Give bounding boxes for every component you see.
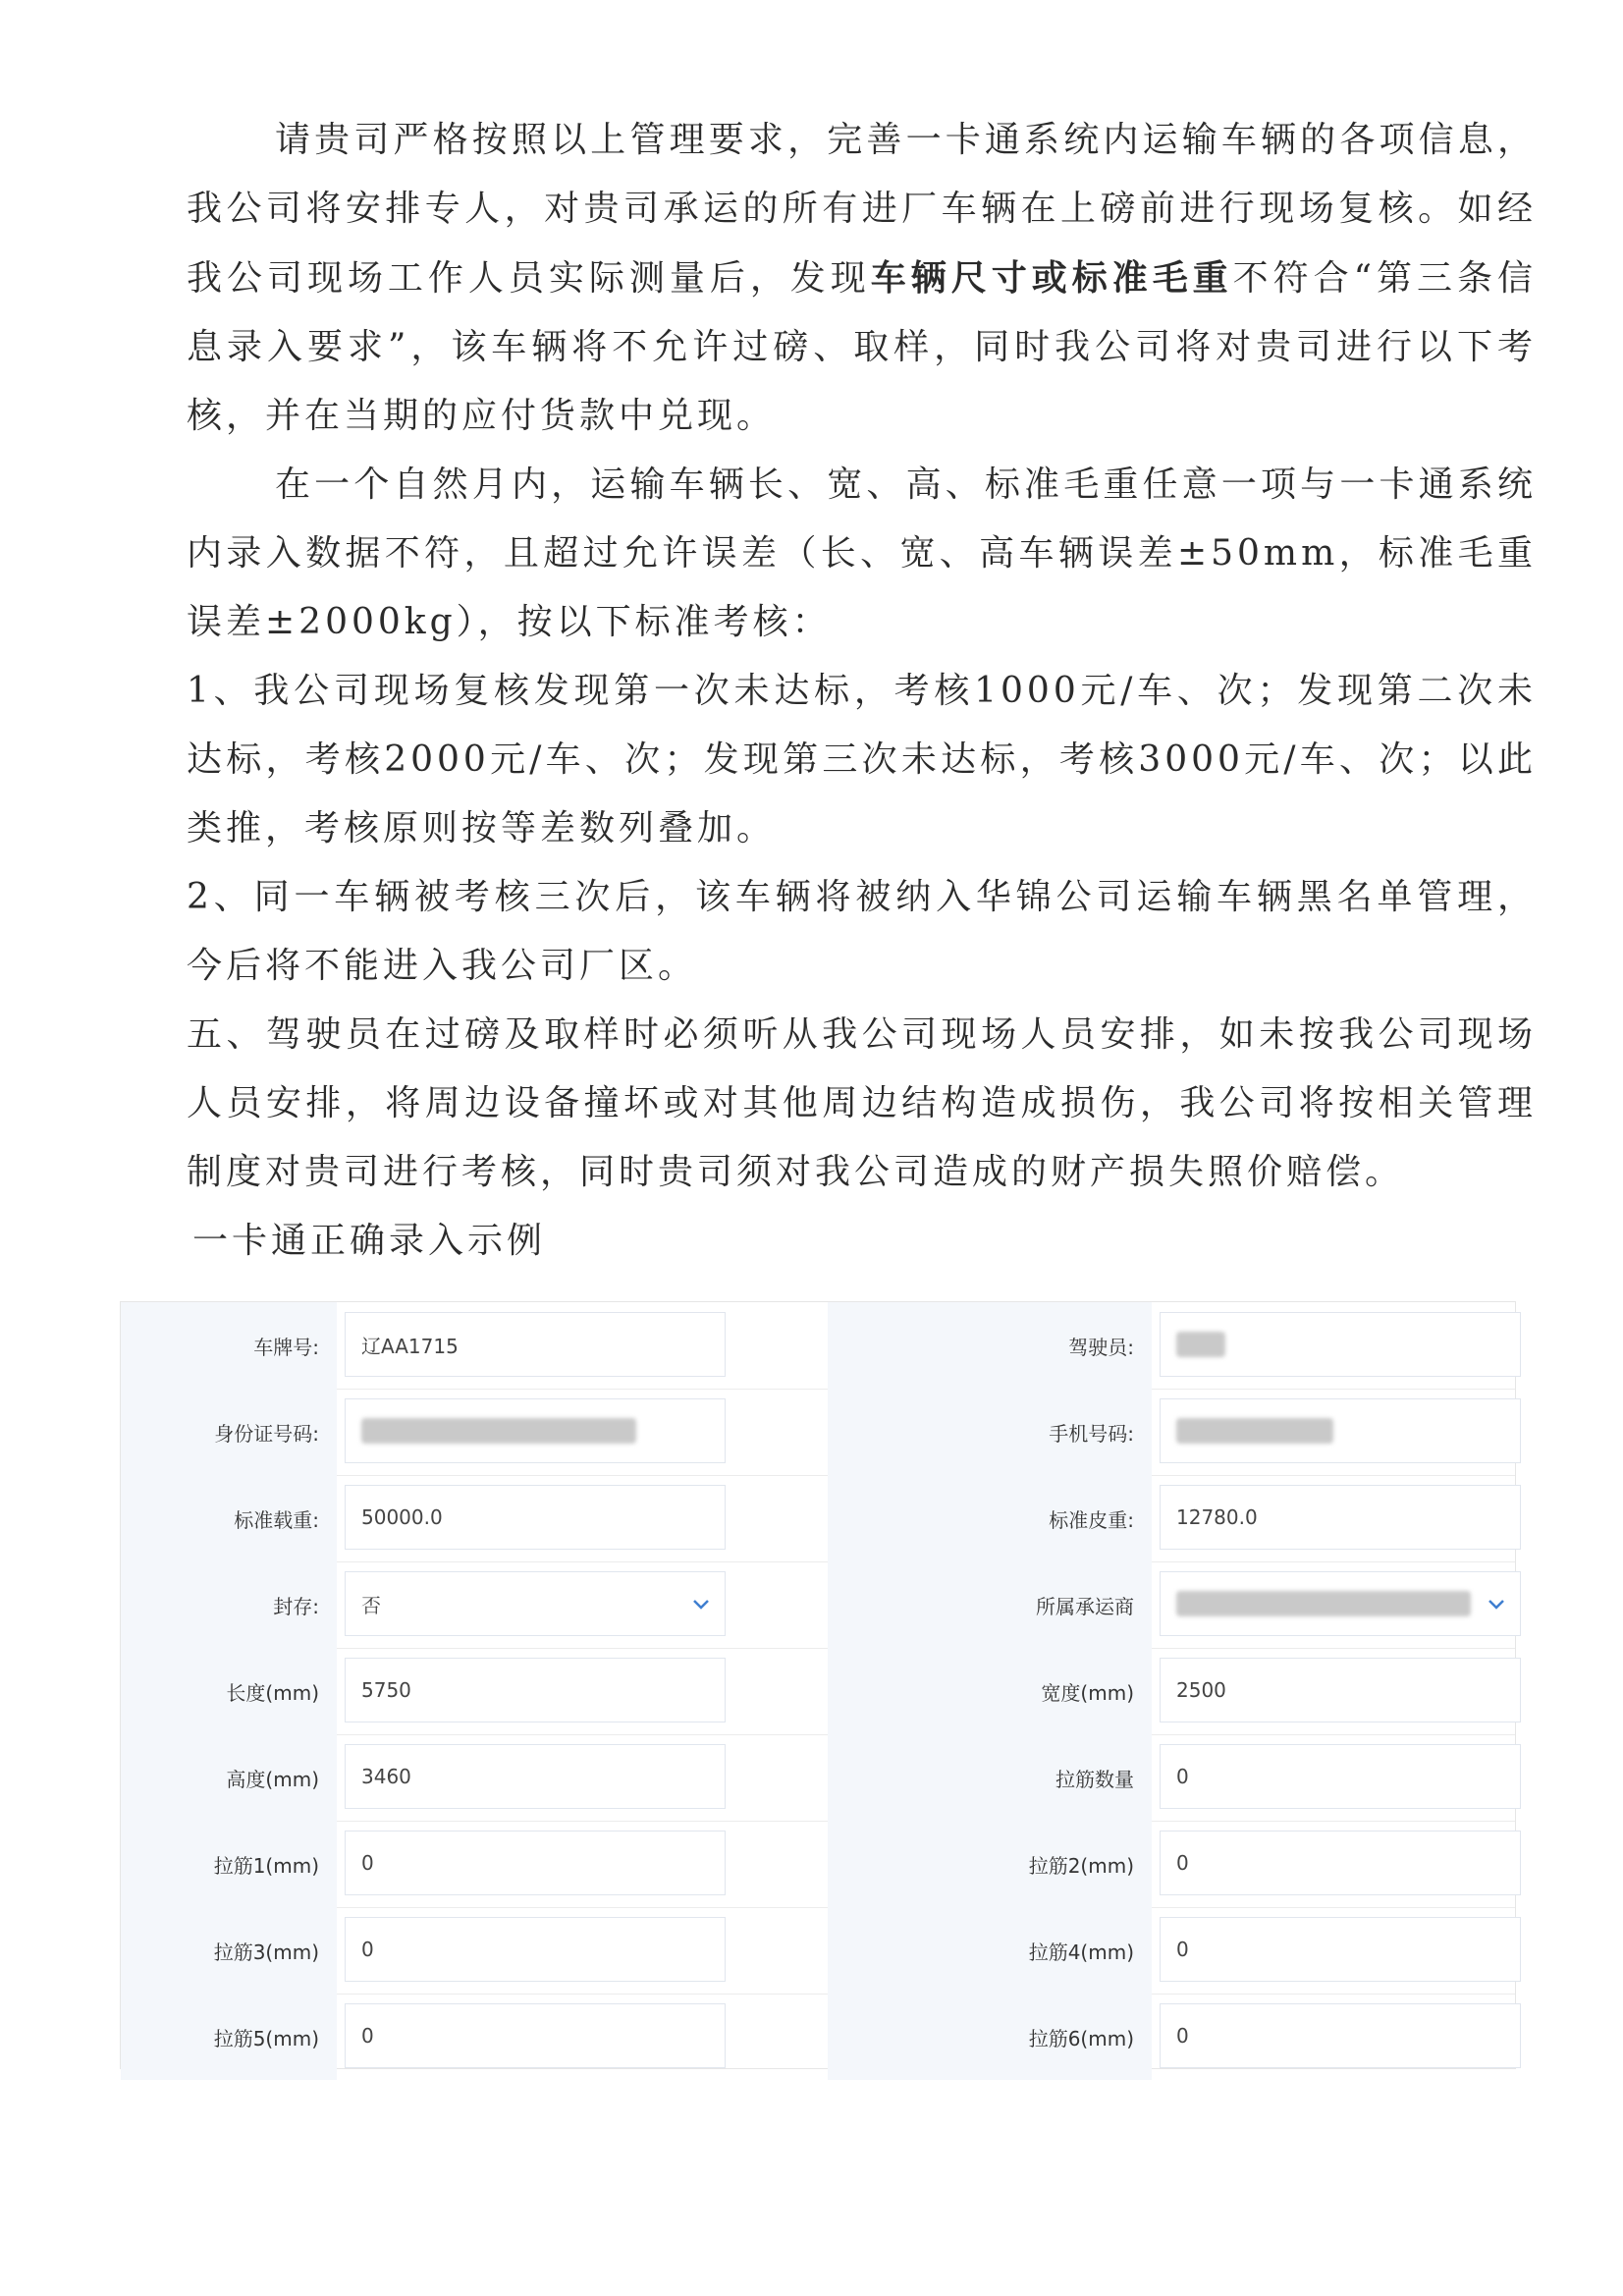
- height-field[interactable]: 3460: [345, 1744, 726, 1809]
- form-row: [121, 1734, 1515, 1822]
- label-rib-5: 拉筋5(mm): [121, 1994, 337, 2080]
- rib-1-field[interactable]: 0: [345, 1831, 726, 1895]
- label-rib-count: 拉筋数量: [828, 1734, 1152, 1821]
- form-row: [121, 1648, 1515, 1735]
- label-driver: 驾驶员:: [828, 1302, 1152, 1389]
- redacted-value: [1176, 1418, 1333, 1444]
- label-rib-3: 拉筋3(mm): [121, 1907, 337, 1994]
- label-sealed: 封存:: [121, 1561, 337, 1648]
- rib-6-field[interactable]: 0: [1160, 2003, 1521, 2068]
- form-row: [121, 1389, 1515, 1476]
- bold-phrase: 车辆尺寸或标准毛重: [870, 257, 1233, 299]
- tare-weight-field[interactable]: 12780.0: [1160, 1485, 1521, 1550]
- phone-field[interactable]: [1160, 1398, 1521, 1463]
- label-standard-load: 标准载重:: [121, 1475, 337, 1561]
- label-length: 长度(mm): [121, 1648, 337, 1734]
- label-plate-number: 车牌号:: [121, 1302, 337, 1389]
- rib-4-field[interactable]: 0: [1160, 1917, 1521, 1982]
- form-row: [121, 1907, 1515, 1995]
- label-rib-4: 拉筋4(mm): [828, 1907, 1152, 1994]
- form-row: [121, 1302, 1515, 1390]
- label-width: 宽度(mm): [828, 1648, 1152, 1734]
- label-phone: 手机号码:: [828, 1389, 1152, 1475]
- redacted-value: [1176, 1591, 1471, 1616]
- driver-field[interactable]: [1160, 1312, 1521, 1377]
- label-height: 高度(mm): [121, 1734, 337, 1821]
- vehicle-info-form: [120, 1301, 1516, 2069]
- paragraph-text: 请贵司严格按照以上管理要求，完善一卡通系统内运输车辆的各项信息，我公司将安排专人，对贵司承运的所有进厂车辆在上磅前进行现场复核。如经我公司现场工作人员实际测量后，发现: [187, 120, 1537, 299]
- paragraph-text: 不符合“第三条信息录入要求”，该车辆将不允许过磅、取样，同时我公司将对贵司进行以下考核，并在当期的应付货款中兑现。: [187, 258, 1537, 436]
- width-field[interactable]: 2500: [1160, 1658, 1521, 1722]
- id-number-field[interactable]: [345, 1398, 726, 1463]
- list-item-2: 2、同一车辆被考核三次后，该车辆将被纳入华锦公司运输车辆黑名单管理，今后将不能进入我公司厂区。: [187, 877, 1537, 986]
- sealed-select-value: 否: [361, 1593, 381, 1617]
- redacted-value: [361, 1418, 636, 1444]
- section-five: 五、驾驶员在过磅及取样时必须听从我公司现场人员安排，如未按我公司现场人员安排，将周边设备撞坏或对其他周边结构造成损伤，我公司将按相关管理制度对贵司进行考核，同时贵司须对我公司造成的财产损失照价赔偿。: [187, 1014, 1537, 1192]
- length-field[interactable]: 5750: [345, 1658, 726, 1722]
- label-tare-weight: 标准皮重:: [828, 1475, 1152, 1561]
- sealed-select[interactable]: [345, 1571, 726, 1636]
- list-item-1: 1、我公司现场复核发现第一次未达标，考核1000元/车、次；发现第二次未达标，考核2000元/车、次；发现第三次未达标，考核3000元/车、次；以此类推，考核原则按等差数列叠加。: [187, 671, 1537, 848]
- document-body: [187, 106, 1537, 1276]
- paragraph-assessment: 在一个自然月内，运输车辆长、宽、高、标准毛重任意一项与一卡通系统内录入数据不符，且超过允许误差（长、宽、高车辆误差±50mm，标准毛重误差±2000kg），按以下标准考核：: [187, 465, 1537, 642]
- label-rib-2: 拉筋2(mm): [828, 1821, 1152, 1907]
- rib-5-field[interactable]: 0: [345, 2003, 726, 2068]
- chevron-down-icon: [1487, 1594, 1506, 1613]
- redacted-value: [1176, 1332, 1225, 1357]
- paragraph-requirements: [187, 106, 1537, 451]
- label-carrier: 所属承运商: [828, 1561, 1152, 1648]
- form-row: [121, 1821, 1515, 1908]
- form-row: [121, 1994, 1515, 2080]
- chevron-down-icon: [691, 1594, 711, 1613]
- label-id-number: 身份证号码:: [121, 1389, 337, 1475]
- plate-number-field[interactable]: 辽AA1715: [345, 1312, 726, 1377]
- label-rib-6: 拉筋6(mm): [828, 1994, 1152, 2080]
- rib-2-field[interactable]: 0: [1160, 1831, 1521, 1895]
- standard-load-field[interactable]: 50000.0: [345, 1485, 726, 1550]
- label-rib-1: 拉筋1(mm): [121, 1821, 337, 1907]
- carrier-select[interactable]: [1160, 1571, 1521, 1636]
- example-caption: 一卡通正确录入示例: [192, 1221, 547, 1261]
- form-row: [121, 1475, 1515, 1562]
- rib-count-field[interactable]: 0: [1160, 1744, 1521, 1809]
- rib-3-field[interactable]: 0: [345, 1917, 726, 1982]
- form-row: [121, 1561, 1515, 1649]
